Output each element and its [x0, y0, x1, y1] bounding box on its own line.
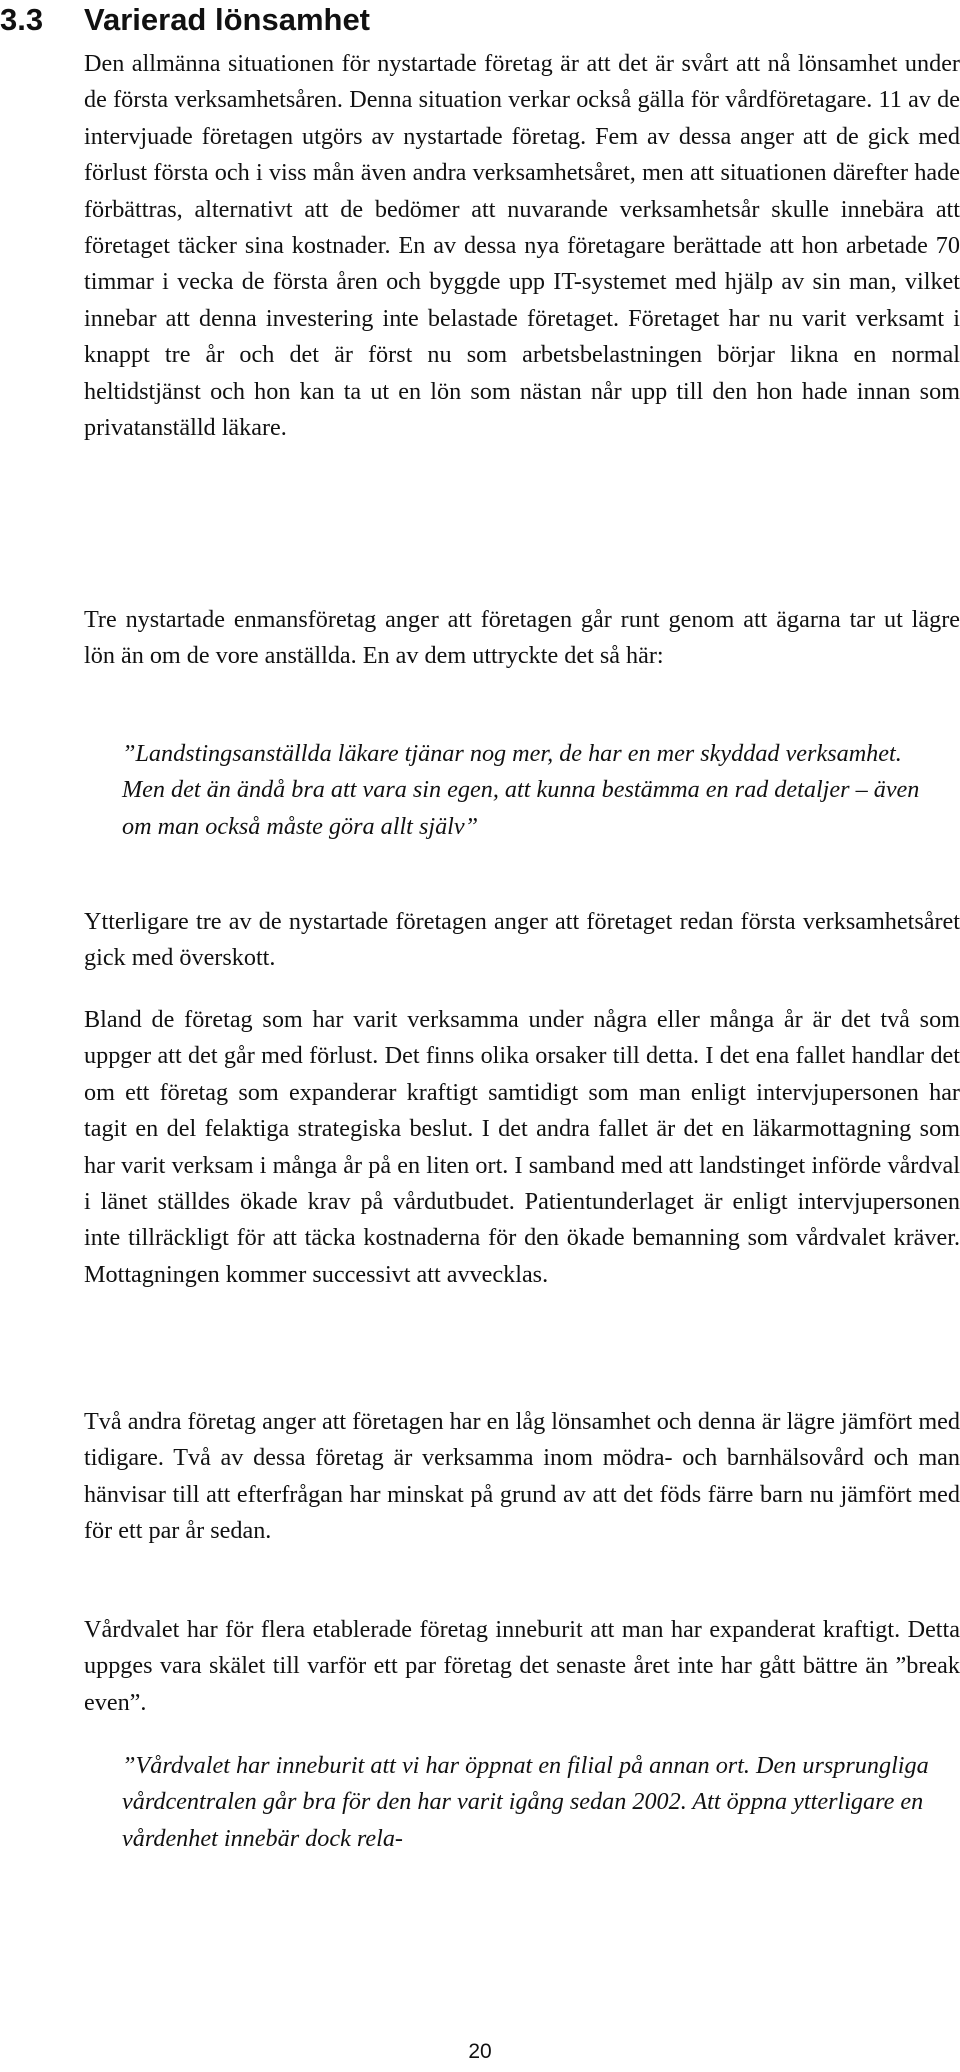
paragraph-enmansforetag: Tre nystartade enmansföretag anger att företagen går runt genom att ägarna tar ut lägre lön än om de vore anställda. En av dem uttryckte det så här:	[84, 606, 960, 670]
quote-block-1	[122, 736, 922, 845]
paragraph-block-4	[84, 1002, 960, 1293]
quote-vardvalet: ”Vårdvalet har inneburit att vi har öppnat en filial på annan ort. Den ursprungliga vårdcentralen går bra för den har varit igång sedan 2002. Att öppna ytterligare en vårdenhet innebär dock rela-	[122, 1752, 929, 1852]
paragraph-vardvalet: Vårdvalet har för flera etablerade företag inneburit att man har expanderat kraftigt. Detta uppges vara skälet till varför ett par företag det senaste året inte har gått bättre än ”break even”.	[84, 1616, 960, 1716]
page-number: 20	[468, 2040, 492, 2063]
section-title: Varierad lönsamhet	[84, 2, 371, 37]
paragraph-block-2	[84, 602, 960, 675]
paragraph-block-5	[84, 1404, 960, 1550]
paragraph-forlust: Bland de företag som har varit verksamma under några eller många år är det två som uppger att det går med förlust. Det finns olika orsaker till detta. I det ena fallet handlar det om ett företag som expanderar kraftigt samtidigt som man enligt intervjupersonen har tagit en del felaktiga strategiska beslut. I det andra fallet är det en läkarmottagning som har varit verksam i många år på en liten ort. I samband med att landstinget införde vårdval i länet ställdes ökade krav på vårdutbudet. Patientunderlaget är enligt intervjupersonen inte tillräckligt för att täcka kostnaderna för den ökade bemanning som vårdvalet kräver. Mottagningen kommer successivt att avvecklas.	[84, 1006, 960, 1288]
paragraph-block-3	[84, 904, 960, 977]
quote-block-2	[122, 1748, 940, 1857]
paragraph-overskott: Ytterligare tre av de nystartade företagen anger att företaget redan första verksamhetsåret gick med överskott.	[84, 908, 960, 972]
paragraph-situation: Den allmänna situationen för nystartade företag är att det är svårt att nå lönsamhet under de första verksamhetsåren. Denna situation verkar också gälla för vårdföretagare. 11 av de intervjuade företagen utgörs av nystartade företag. Fem av dessa anger att de gick med förlust första och i viss mån även andra verksamhetsåret, men att situationen därefter hade förbättras, alternativt att de bedömer att nuvarande verksamhetsår skulle innebära att företaget täcker sina kostnader. En av dessa nya företagare berättade att hon arbetade 70 timmar i vecka de första åren och byggde upp IT-systemet med hjälp av sin man, vilket innebar att denna investering inte belastade företaget. Företaget har nu varit verksamt i knappt tre år och det är först nu som arbetsbelastningen börjar likna en normal heltidstjänst och hon kan ta ut en lön som nästan når upp till den hon hade innan som privatanställd läkare.	[84, 50, 960, 442]
section-heading	[0, 2, 370, 38]
quote-landstingsanstallda: ”Landstingsanställda läkare tjänar nog mer, de har en mer skyddad verksamhet. Men det än ändå bra att vara sin egen, att kunna bestämma en rad detaljer – även om man också måste göra allt själv”	[122, 740, 920, 840]
paragraph-lag-lonsamhet: Två andra företag anger att företagen har en låg lönsamhet och denna är lägre jämfört med tidigare. Två av dessa företag är verksamma inom mödra- och barnhälsovård och man hänvisar till att efterfrågan har minskat på grund av att det föds färre barn nu jämfört med för ett par år sedan.	[84, 1408, 960, 1545]
paragraph-block-1	[84, 46, 960, 446]
paragraph-block-6	[84, 1612, 960, 1721]
section-number: 3.3	[0, 2, 44, 37]
